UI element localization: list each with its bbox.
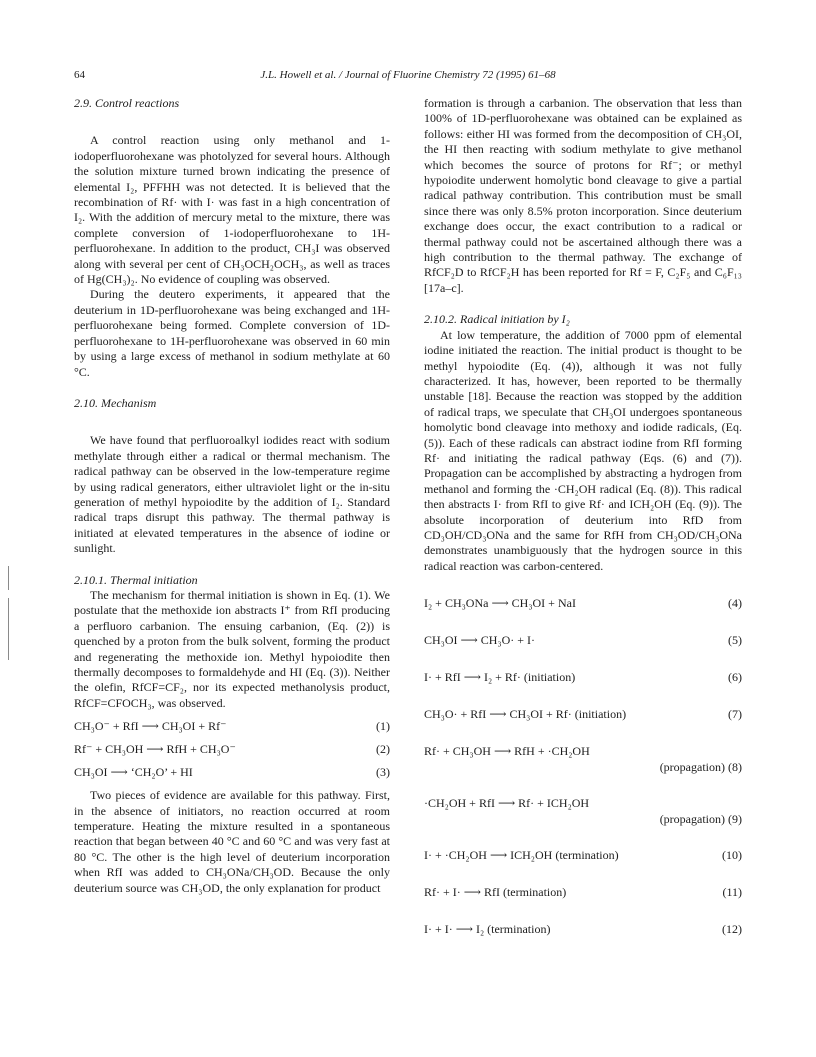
paragraph-continued: formation is through a carbanion. The observation that less than 100% of 1D-perfluorohexane was obtained can be explained as follows: either HI was formed from the decomposition of CH₃OI, the HI then reacting with sodium methylate to give methanol which becomes the source of protons for Rf⁻; or methyl hypoiodite underwent homolytic bond cleavage to give a partial radical pathway contribution. This contribution must be small since there was only 8.5% proton incorporation. Since deuterium exchange does occur, the exact contribution to a radical or thermal pathway could not be ascertained although there was a high contribution to the thermal pathway. The exchange of RfCF₂D to RfCF₂H has been reported for Rf = F, C₂F₅ and C₆F₁₃ [17a–c].: [424, 96, 742, 295]
equation-body: Rf· + CH₃OH ⟶ RfH + ·CH₂OH: [424, 744, 590, 759]
equation-body: CH₃OI ⟶ ‘CH₂O’ + HI: [74, 765, 193, 780]
equation-body: I· + ·CH₂OH ⟶ ICH₂OH (termination): [424, 848, 619, 863]
equation-number: (1): [376, 719, 390, 734]
equation-body: CH₃OI ⟶ CH₃O· + I·: [424, 633, 535, 648]
equation-body: Rf⁻ + CH₃OH ⟶ RfH + CH₃O⁻: [74, 742, 236, 757]
equation-number: (2): [376, 742, 390, 757]
margin-mark-upper: [8, 566, 9, 590]
running-header: J.L. Howell et al. / Journal of Fluorine Chemistry 72 (1995) 61–68: [260, 69, 556, 81]
equation-5: [424, 633, 742, 648]
equation-4: [424, 596, 742, 611]
equation-12: [424, 922, 742, 937]
equation-8: [424, 744, 742, 774]
equation-7: [424, 707, 742, 722]
equation-body: CH₃O⁻ + RfI ⟶ CH₃OI + Rf⁻: [74, 719, 227, 734]
paragraph: We have found that perfluoroalkyl iodides react with sodium methylate through either a radical or thermal mechanism. The radical pathway can be observed in the low-temperature regime by using radical generators, either ultraviolet light or the in-situ generation of methyl hypoiodite by the addition of I₂. Standard radical traps disrupt this pathway. The thermal pathway is initiated at elevated temperatures in the absence of iodine or sunlight.: [74, 433, 390, 556]
paragraph: At low temperature, the addition of 7000 ppm of elemental iodine initiated the reaction. The initial product is thought to be methyl hypoiodite (Eq. (4)), although it was not fully characterized. It has, however, been reported to be thermally unstable [18]. Because the reaction was stopped by the addition of radical traps, we speculate that CH₃OI undergoes spontaneous homolytic bond cleavage into methoxy and iodide radicals, (Eq. (5)). Each of these radicals can abstract iodine from RfI forming Rf· and initiating the radical pathway (Eqs. (6) and (7)). Propagation can be accomplished by abstracting a hydrogen from methanol and forming the ·CH₂OH radical (Eq. (8)). This radical then abstracts I· from RfI to give Rf· and ICH₂OH (Eq. (9)). The absolute incorporation of deuterium into RfD from CD₃OH/CD₃ONa and the same for RfH from CH₃OD/CH₃ONa demonstrates unambiguously that the hydrogen source in this radical reaction was carbon-centered.: [424, 327, 742, 573]
right-column: [424, 96, 742, 937]
left-column: [74, 96, 390, 896]
equation-body: ·CH₂OH + RfI ⟶ Rf· + ICH₂OH: [424, 796, 590, 811]
equation-2: [74, 742, 390, 757]
equation-body: CH₃O· + RfI ⟶ CH₃OI + Rf· (initiation): [424, 707, 627, 722]
subsection-heading-radical-initiation: 2.10.2. Radical initiation by I₂: [424, 312, 570, 327]
equation-number: (7): [728, 707, 742, 722]
equation-body: Rf· + I· ⟶ RfI (termination): [424, 885, 567, 900]
paragraph: The mechanism for thermal initiation is shown in Eq. (1). We postulate that the methoxide ion abstracts I⁺ from RfI producing a perfluoro carbanion. The ensuing carbanion, (Eq. (2)) is quenched by a proton from the bulk solvent, forming the product and regenerating the methoxide ion. Methyl hypoiodite then thermally decomposes to formaldehyde and HI (Eq. (3)). Neither the olefin, RfCF=CF₂, nor its expected methanolysis product, RfCF=CFOCH₃, was observed.: [74, 587, 390, 710]
equation-9: [424, 796, 742, 826]
equation-6: [424, 670, 742, 685]
equation-number: (4): [728, 596, 742, 611]
paragraph: A control reaction using only methanol and 1-iodoperfluorohexane was photolyzed for several hours. Although the solution mixture turned brown indicating the presence of elemental I₂, PFFHH was not detected. It is believed that the recombination of Rf· with I· was fast in a high concentration of I₂. With the addition of mercury metal to the mixture, there was complete conversion of 1-iodoperfluorohexane to 1H-perfluorohexane. In addition to the product, CH₃I was observed along with several per cent of CH₃OCH₂OCH₃, as well as traces of Hg(CH₃)₂. No evidence of coupling was observed.: [74, 133, 390, 287]
paragraph: During the deutero experiments, it appeared that the deuterium in 1D-perfluorohexane was being exchanged and 1H-perfluorohexane being formed. Complete conversion of 1D-perfluorohexane to 1H-perfluorohexane was observed in 60 min by using a large excess of methanol in sodium methylate at 60 °C.: [74, 287, 390, 379]
equation-10: [424, 848, 742, 863]
paragraph: Two pieces of evidence are available for this pathway. First, in the absence of initiators, no reaction occurred at room temperature. Heating the mixture resulted in a spontaneous reaction that began between 40 °C and 60 °C and was very fast at 80 °C. The other is the high level of deuterium incorporation when RfI was added to CH₃ONa/CH₃OD. Because the only deuterium source was CH₃OD, the only explanation for product: [74, 788, 390, 895]
equation-1: [74, 719, 390, 734]
equation-body: I₂ + CH₃ONa ⟶ CH₃OI + NaI: [424, 596, 576, 611]
equation-tag: (propagation) (8): [659, 760, 742, 775]
section-heading-mechanism: 2.10. Mechanism: [74, 395, 157, 410]
subsection-heading-thermal-initiation: 2.10.1. Thermal initiation: [74, 572, 198, 587]
equation-body: I· + RfI ⟶ I₂ + Rf· (initiation): [424, 670, 576, 685]
equation-body: I· + I· ⟶ I₂ (termination): [424, 922, 551, 937]
section-heading-control-reactions: 2.9. Control reactions: [74, 96, 180, 110]
margin-mark-lower: [8, 598, 9, 660]
equation-number: (12): [722, 922, 742, 937]
equation-number: (6): [728, 670, 742, 685]
equation-number: (11): [722, 885, 742, 900]
equation-11: [424, 885, 742, 900]
equation-number: (10): [722, 848, 742, 863]
equation-number: (3): [376, 765, 390, 780]
equation-number: (5): [728, 633, 742, 648]
equation-tag: (propagation) (9): [659, 812, 742, 827]
equation-3: [74, 765, 390, 780]
page-number: 64: [74, 69, 85, 81]
